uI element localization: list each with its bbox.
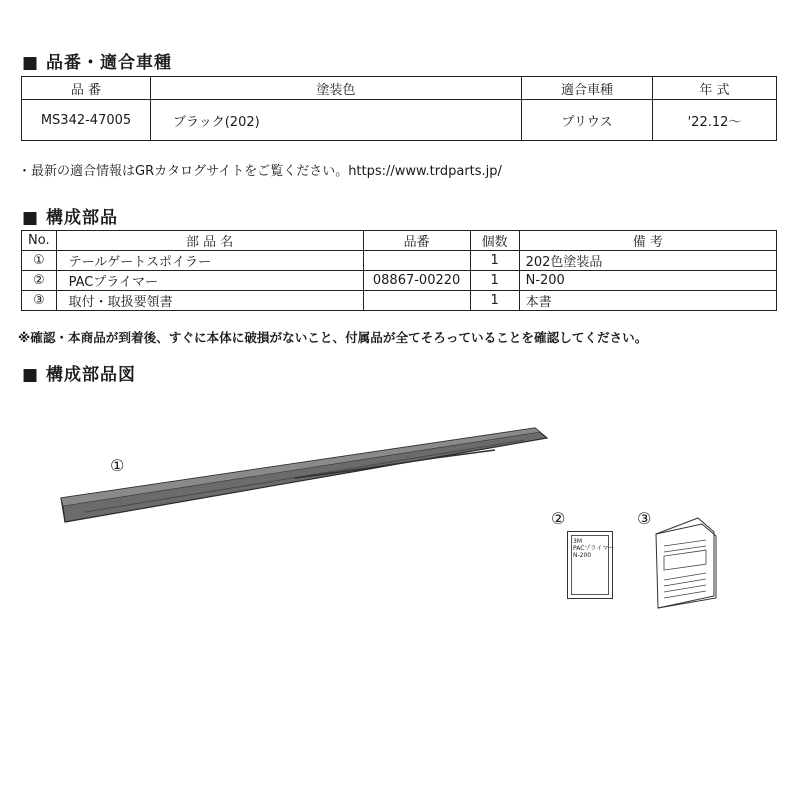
cell-no: ③ xyxy=(22,291,57,311)
components-table xyxy=(21,230,777,311)
cell-part-number xyxy=(363,251,470,271)
header-model-year: 年 式 xyxy=(653,77,777,100)
section-title-fitment: ■ 品番・適合車種 xyxy=(22,53,172,73)
catalog-note: ・最新の適合情報はGRカタログサイトをご覧ください。https://www.trdparts.jp/ xyxy=(18,164,502,179)
cell-part-name: 取付・取扱要領書 xyxy=(56,291,363,311)
cell-vehicle: プリウス xyxy=(522,100,653,141)
header-vehicle: 適合車種 xyxy=(522,77,653,100)
cell-part-number: 08867-00220 xyxy=(363,271,470,291)
label-manual: ③ xyxy=(637,509,652,528)
cell-part-number: MS342-47005 xyxy=(22,100,151,141)
cell-part-name: PACプライマー xyxy=(56,271,363,291)
label-spoiler: ① xyxy=(110,456,125,475)
cell-no: ① xyxy=(22,251,57,271)
primer-label-brand: 3M xyxy=(573,538,582,545)
cell-remarks: 本書 xyxy=(519,291,776,311)
cell-quantity: 1 xyxy=(470,271,519,291)
cell-remarks: N-200 xyxy=(519,271,776,291)
primer-pouch-illustration xyxy=(567,531,613,599)
cell-model-year: '22.12〜 xyxy=(653,100,777,141)
cell-remarks: 202色塗装品 xyxy=(519,251,776,271)
header-remarks: 備 考 xyxy=(519,231,776,251)
table-header-row xyxy=(22,231,777,251)
primer-label-name: PACプライマー xyxy=(573,545,615,552)
cell-paint-color: ブラック(202) xyxy=(151,100,522,141)
tailgate-spoiler-illustration xyxy=(55,420,555,530)
header-quantity: 個数 xyxy=(470,231,519,251)
table-row xyxy=(22,100,777,141)
cell-part-name: テールゲートスポイラー xyxy=(56,251,363,271)
header-paint-color: 塗装色 xyxy=(151,77,522,100)
table-row xyxy=(22,271,777,291)
header-part-name: 部 品 名 xyxy=(56,231,363,251)
header-part-number: 品番 xyxy=(363,231,470,251)
fitment-table xyxy=(21,76,777,141)
section-title-diagram: ■ 構成部品図 xyxy=(22,365,136,385)
cell-part-number xyxy=(363,291,470,311)
cell-quantity: 1 xyxy=(470,251,519,271)
instruction-manual-illustration xyxy=(650,512,724,614)
label-primer: ② xyxy=(551,509,566,528)
primer-label-box xyxy=(571,535,615,595)
section-title-components: ■ 構成部品 xyxy=(22,208,118,228)
primer-label-code: N-200 xyxy=(573,552,592,559)
table-row xyxy=(22,291,777,311)
header-part-number: 品 番 xyxy=(22,77,151,100)
header-no: No. xyxy=(22,231,57,251)
inspection-warning: ※確認・本商品が到着後、すぐに本体に破損がないこと、付属品が全てそろっていることを確認してください。 xyxy=(18,330,648,345)
cell-no: ② xyxy=(22,271,57,291)
table-row xyxy=(22,251,777,271)
cell-quantity: 1 xyxy=(470,291,519,311)
table-header-row xyxy=(22,77,777,100)
